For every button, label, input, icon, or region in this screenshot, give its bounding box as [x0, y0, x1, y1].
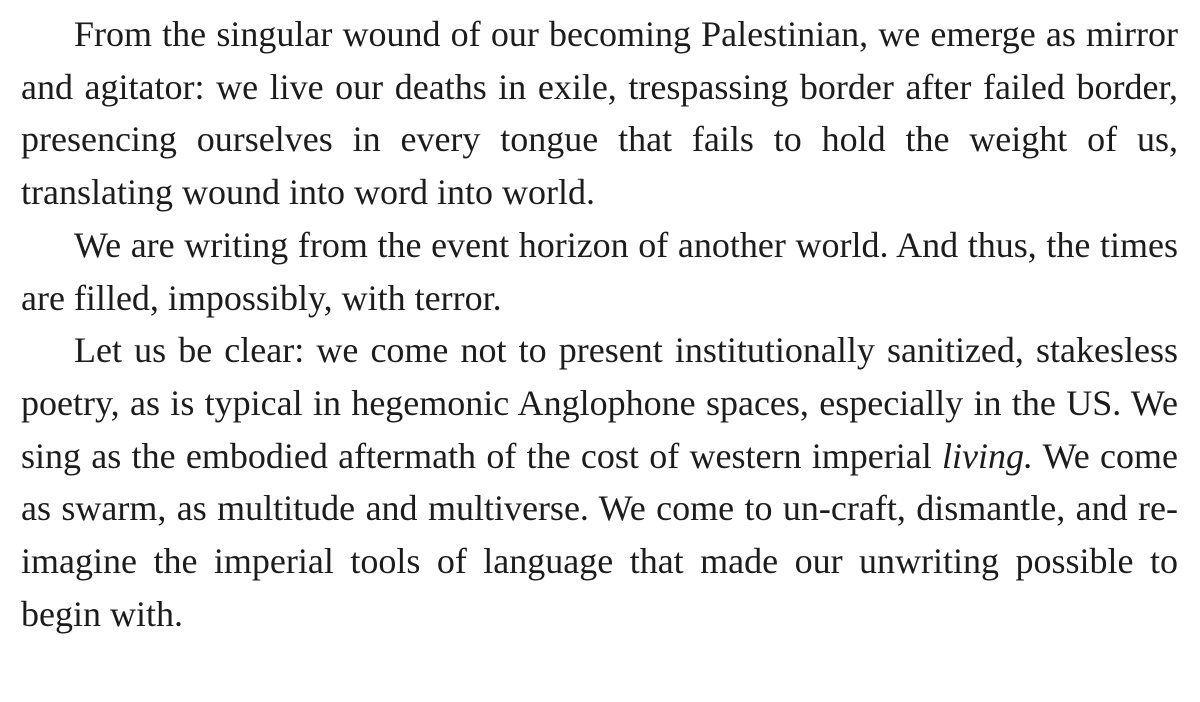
emphasized-word-living: living.	[942, 435, 1034, 476]
paragraph-event-horizon: We are writing from the event horizon of another world. And thus, the times are filled, impossibly, with terror.	[21, 224, 1178, 318]
paragraph-text-after-emphasis: We come as swarm, as multitude and multiverse. We come to un-craft, dismantle, and re-imagine the imperial tools of language that made our unwriting possible to begin with.	[21, 435, 1178, 634]
paragraph-palestinian-wound: From the singular wound of our becoming Palestinian, we emerge as mirror and agitator: we live our deaths in exile, trespassing border after failed border, presencing ourselves in every tongue that fails to hold the weight of us, translating wound into word into world.	[21, 14, 1178, 213]
paragraph-let-us-be-clear	[21, 324, 1178, 640]
paragraph-text-before-emphasis: Let us be clear: we come not to present institutionally sanitized, stakesless poetry, as is typical in hegemonic Anglophone spaces, especially in the US. We sing as the embodied aftermath of the cost of western imperial	[21, 330, 1178, 476]
